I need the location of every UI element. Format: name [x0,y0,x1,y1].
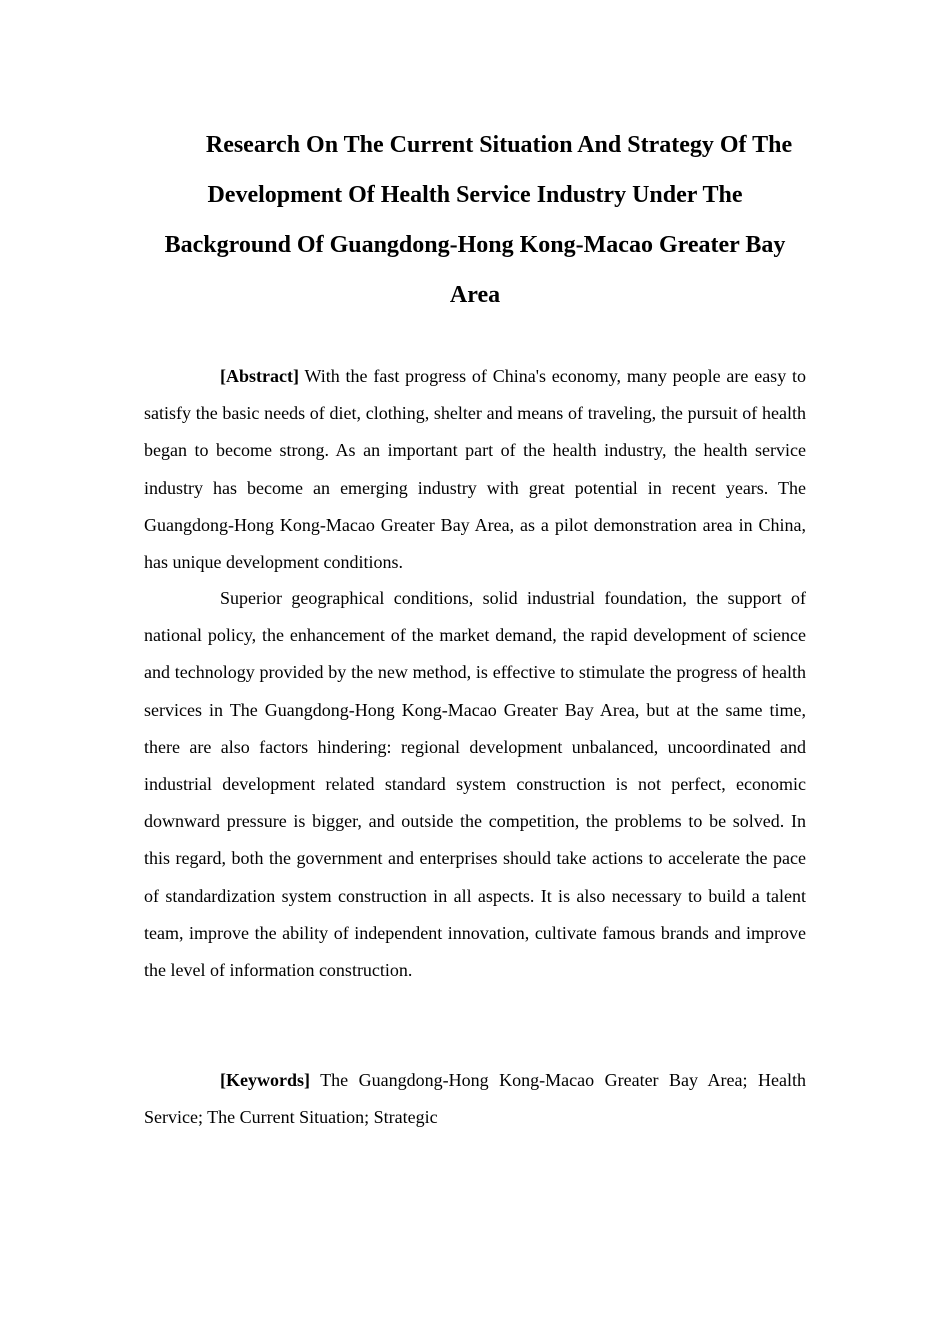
keywords-text: The Guangdong-Hong Kong-Macao Greater Bay Area; Health Service; The Current Situation; Strategic [144,1070,807,1128]
keywords-label: [Keywords] [220,1070,310,1090]
abstract-paragraph [144,358,806,581]
abstract-label: [Abstract] [220,366,299,386]
document-title: Research On The Current Situation And Strategy Of The Development Of Health Service Industry Under The Background Of Guangdong-Hong Kong-Macao Greater Bay Area [164,132,793,308]
keywords-paragraph [144,1062,806,1136]
abstract-text: With the fast progress of China's economy, many people are easy to satisfy the basic needs of diet, clothing, shelter and means of traveling, the pursuit of health began to become strong. As an important part of the health industry, the health service industry has become an emerging industry with great potential in recent years. The Guangdong-Hong Kong-Macao Greater Bay Area, as a pilot demonstration area in China, has unique development conditions. [144,366,806,573]
abstract-continuation-paragraph: Superior geographical conditions, solid industrial foundation, the support of national policy, the enhancement of the market demand, the rapid development of science and technology provided by the new method, is effective to stimulate the progress of health services in The Guangdong-Hong Kong-Macao Greater Bay Area, but at the same time, there are also factors hindering: regional development unbalanced, uncoordinated and industrial development related standard system construction is not perfect, economic downward pressure is bigger, and outside the competition, the problems to be solved. In this regard, both the government and enterprises should take actions to accelerate the pace of standardization system construction in all aspects. It is also necessary to build a talent team, improve the ability of independent innovation, cultivate famous brands and improve the level of information construction. [144,588,806,981]
